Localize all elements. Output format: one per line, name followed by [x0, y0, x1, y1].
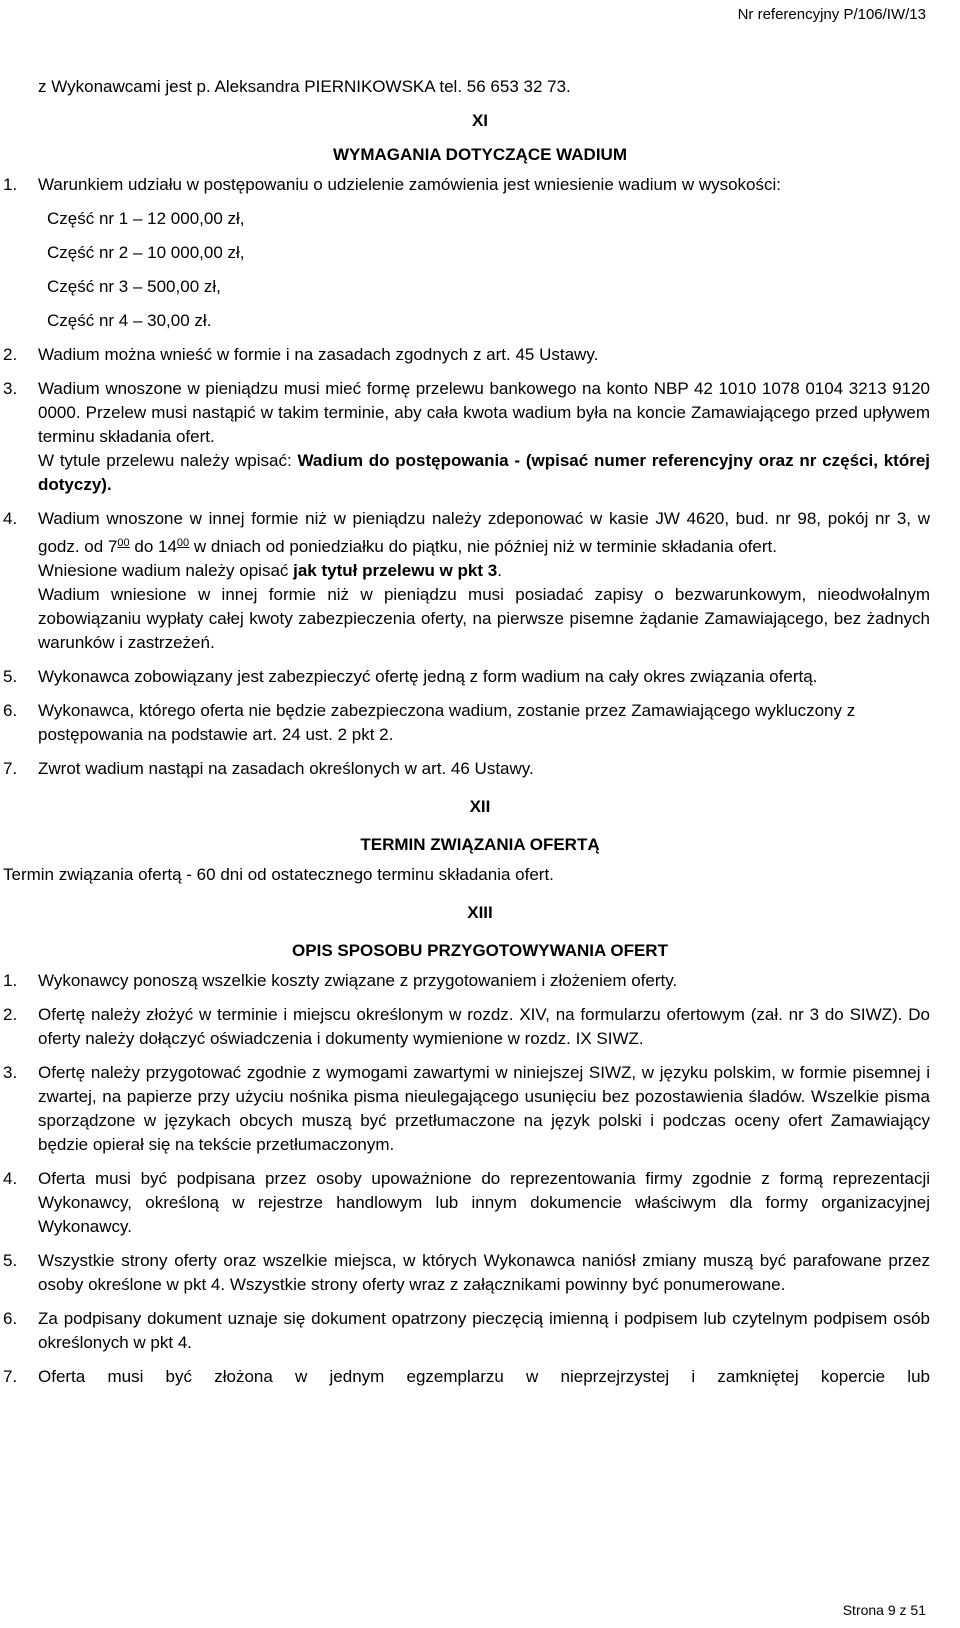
- offer-item-7: 7. Oferta musi być złożona w jednym egzemplarzu w nieprzejrzystej i zamkniętej kopercie lub: [3, 1367, 930, 1386]
- section-xi-title: WYMAGANIA DOTYCZĄCE WADIUM: [332, 145, 627, 164]
- wadium-item-4-guarantee: Wadium wniesione w innej formie niż w pieniądzu musi posiadać zapisy o bezwarunkowym, nieodwołalnym zobowiązaniu wypłaty całej kwoty zabezpieczenia oferty, na pierwsze pisemne żądanie Zamawiającego, bez żadnych warunków i zastrzeżeń.: [38, 585, 930, 652]
- wadium-item-3: 3. Wadium wnoszone w pieniądzu musi mieć formę przelewu bankowego na konto NBP 42 1010 1078 0104 3213 9120 0000. Przelew musi nastąpić w takim terminie, aby cała kwota wadium była na koncie Zamawiającego przed upływem terminu składania ofert.: [3, 379, 930, 446]
- intro-text: z Wykonawcami jest p. Aleksandra PIERNIKOWSKA tel. 56 653 32 73.: [38, 77, 571, 96]
- offer-item-4: 4. Oferta musi być podpisana przez osoby upoważnione do reprezentowania firmy zgodnie z formą reprezentacji Wykonawcy, określoną w rejestrze handlowym lub innym dokumencie właściwym dla formy organizacyjnej Wykonawcy.: [3, 1169, 930, 1236]
- wadium-item-7: 7. Zwrot wadium nastąpi na zasadach określonych w art. 46 Ustawy.: [3, 759, 534, 778]
- page-content: [0, 75, 960, 1389]
- section-xii-number: XII: [469, 797, 491, 816]
- offer-item-3: 3. Ofertę należy przygotować zgodnie z wymogami zawartymi w niniejszej SIWZ, w języku polskim, w formie pisemnej i zwartej, na papierze przy użyciu nośnika pisma nieulegającego usunięciu bez pozostawienia śladów. Wszelkie pisma sporządzone w językach obcych muszą być przetłumaczone na język polski i podczas oceny ofert Zamawiający będzie opierał się na tekście przetłumaczonym.: [3, 1063, 930, 1154]
- wadium-item-5: 5. Wykonawca zobowiązany jest zabezpieczyć ofertę jedną z form wadium na cały okres związania ofertą.: [3, 667, 818, 686]
- part-amount-3: Część nr 3 – 500,00 zł,: [47, 277, 221, 296]
- offer-item-5: 5. Wszystkie strony oferty oraz wszelkie miejsca, w których Wykonawca naniósł zmiany muszą być parafowane przez osoby określone w pkt 4. Wszystkie strony oferty wraz z załącznikami powinny być ponumerowane.: [3, 1251, 930, 1294]
- item-number: 1.: [3, 175, 18, 194]
- section-xii-text: Termin związania ofertą - 60 dni od ostatecznego terminu składania ofert.: [3, 865, 554, 884]
- part-amount-2: Część nr 2 – 10 000,00 zł,: [47, 243, 245, 262]
- reference-number-header: Nr referencyjny P/106/IW/13: [737, 6, 926, 23]
- wadium-item-4-description: Wniesione wadium należy opisać jak tytuł przelewu w pkt 3.: [38, 561, 502, 580]
- wadium-item-3-title: W tytule przelewu należy wpisać: Wadium do postępowania - (wpisać numer referencyjny oraz nr części, której dotyczy).: [38, 451, 931, 494]
- section-xiii-title: OPIS SPOSOBU PRZYGOTOWYWANIA OFERT: [292, 941, 668, 960]
- wadium-item-1: 1. Warunkiem udziału w postępowaniu o udzielenie zamówienia jest wniesienie wadium w wysokości:: [0, 173, 960, 197]
- offer-item-2: 2. Ofertę należy złożyć w terminie i miejscu określonym w rozdz. XIV, na formularzu ofertowym (zał. nr 3 do SIWZ). Do oferty należy dołączyć oświadczenia i dokumenty wymienione w rozdz. IX SIWZ.: [3, 1005, 930, 1048]
- part-amount-1: Część nr 1 – 12 000,00 zł,: [47, 209, 245, 228]
- wadium-item-6: 6. Wykonawca, którego oferta nie będzie zabezpieczona wadium, zostanie przez Zamawiającego wykluczony z postępowania na podstawie art. 24 ust. 2 pkt 2.: [3, 701, 856, 744]
- section-xi-number: XI: [471, 111, 489, 130]
- part-amount-4: Część nr 4 – 30,00 zł.: [47, 311, 212, 330]
- section-xiii-list: [0, 969, 960, 1389]
- wadium-item-4: 4. Wadium wnoszone w innej formie niż w pieniądzu należy zdeponować w kasie JW 4620, bud. nr 98, pokój nr 3, w godz. od $7^{00}$ do $14^{00}$ w dniach od poniedziałku do piątku, nie później niż w terminie składania ofert.: [3, 509, 930, 556]
- offer-item-6: 6. Za podpisany dokument uznaje się dokument opatrzony pieczęcią imienną i podpisem lub czytelnym podpisem osób określonych w pkt 4.: [3, 1309, 930, 1352]
- page-number-footer: Strona 9 z 51: [842, 1602, 926, 1618]
- section-xii-title: TERMIN ZWIĄZANIA OFERTĄ: [360, 835, 600, 854]
- wadium-item-2: 2. Wadium można wnieść w formie i na zasadach zgodnych z art. 45 Ustawy.: [3, 345, 599, 364]
- section-xiii-number: XIII: [467, 903, 493, 922]
- offer-item-1: 1. Wykonawcy ponoszą wszelkie koszty związane z przygotowaniem i złożeniem oferty.: [3, 971, 678, 990]
